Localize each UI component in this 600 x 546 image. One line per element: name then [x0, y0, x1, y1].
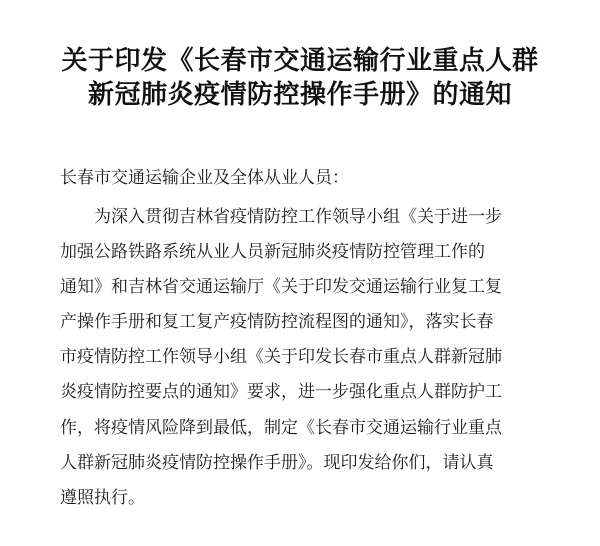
document-title — [0, 44, 600, 112]
body-line-3: 通知》和吉林省交通运输厅《关于印发交通运输行业复工复 — [60, 277, 502, 298]
body-line-5: 市疫情防控工作领导小组《关于印发长春市重点人群新冠肺 — [60, 347, 502, 368]
body-line-6: 炎疫情防控要点的通知》要求，进一步强化重点人群防护工 — [60, 382, 502, 403]
body-line-8: 人群新冠肺炎疫情防控操作手册》。现印发给你们，请认真 — [60, 452, 494, 473]
body-line-7: 作，将疫情风险降到最低，制定《长春市交通运输行业重点 — [60, 417, 502, 438]
document-title-line-1: 关于印发《长春市交通运输行业重点人群 — [61, 46, 539, 76]
body-line-2: 加强公路铁路系统从业人员新冠肺炎疫情防控管理工作的 — [60, 242, 485, 263]
body-line-4: 产操作手册和复工复产疫情防控流程图的通知》，落实长春 — [60, 312, 494, 333]
body-paragraph — [60, 205, 580, 521]
salutation: 长春市交通运输企业及全体从业人员： — [60, 168, 349, 188]
body-line-1: 为深入贯彻吉林省疫情防控工作领导小组《关于进一步 — [94, 207, 502, 227]
document-title-line-2: 新冠肺炎疫情防控操作手册》的通知 — [87, 80, 512, 110]
body-line-9: 遵照执行。 — [60, 487, 145, 508]
